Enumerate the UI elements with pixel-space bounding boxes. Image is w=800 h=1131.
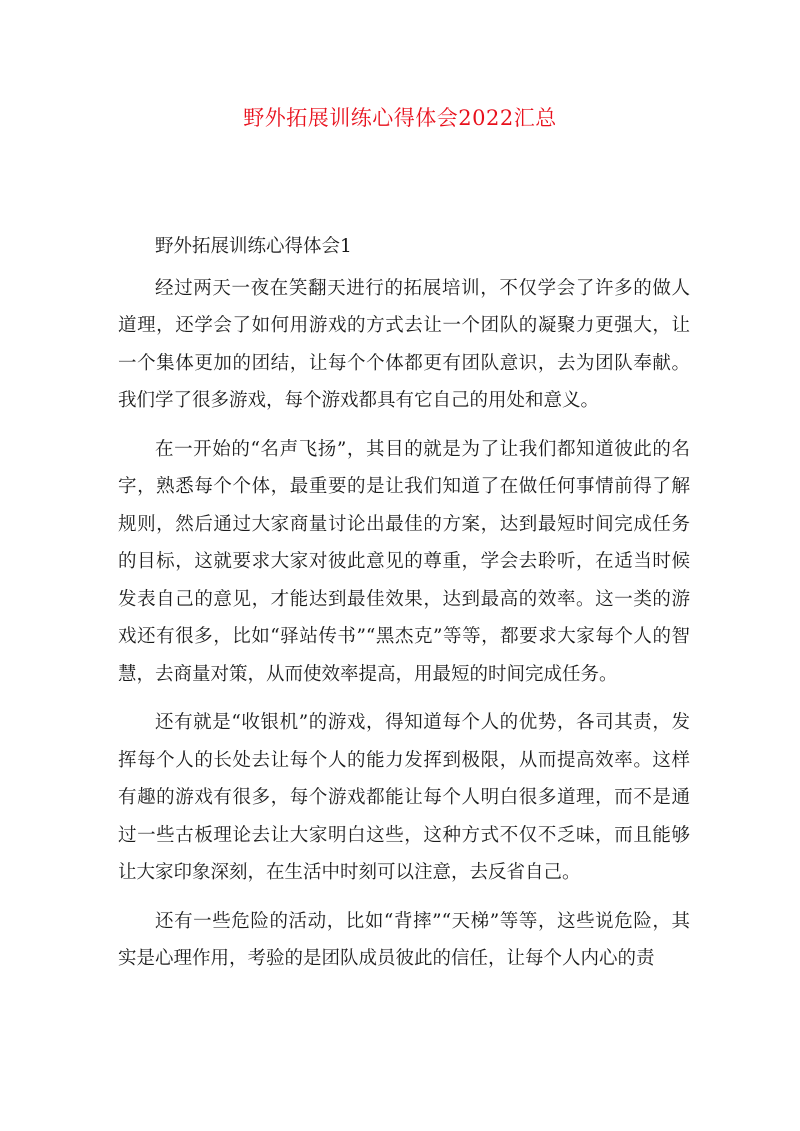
document-body [118,228,690,989]
section-heading: 野外拓展训练心得体会1 [155,236,352,257]
paragraph-3: 还有就是“收银机”的游戏，得知道每个人的优势，各司其责，发挥每个人的长处去让每个人的能力发挥到极限，从而提高效率。这样有趣的游戏有很多，每个游戏都能让每个人明白很多道理，而不是通过一些古板理论去让大家明白这些，这种方式不仅不乏味，而且能够让大家印象深刻，在生活中时刻可以注意，去反省自己。 [118,712,690,883]
paragraph-4: 还有一些危险的活动，比如“背摔”“天梯”等等，这些说危险，其实是心理作用，考验的是团队成员彼此的信任，让每个人内心的责 [118,910,690,969]
paragraph-2: 在一开始的“名声飞扬”，其目的就是为了让我们都知道彼此的名字，熟悉每个个体，最重要的是让我们知道了在做任何事情前得了解规则，然后通过大家商量讨论出最佳的方案，达到最短时间完成任务的目标，这就要求大家对彼此意见的尊重，学会去聆听，在适当时候发表自己的意见，才能达到最佳效果，达到最高的效率。这一类的游戏还有很多，比如“驿站传书”“黑杰克”等等，都要求大家每个人的智慧，去商量对策，从而使效率提高，用最短的时间完成任务。 [118,438,690,685]
paragraph-1: 经过两天一夜在笑翻天进行的拓展培训，不仅学会了许多的做人道理，还学会了如何用游戏的方式去让一个团队的凝聚力更强大，让一个集体更加的团结，让每个个体都更有团队意识，去为团队奉献。我们学了很多游戏，每个游戏都具有它自己的用处和意义。 [118,277,690,411]
document-title: 野外拓展训练心得体会2022汇总 [243,106,557,130]
